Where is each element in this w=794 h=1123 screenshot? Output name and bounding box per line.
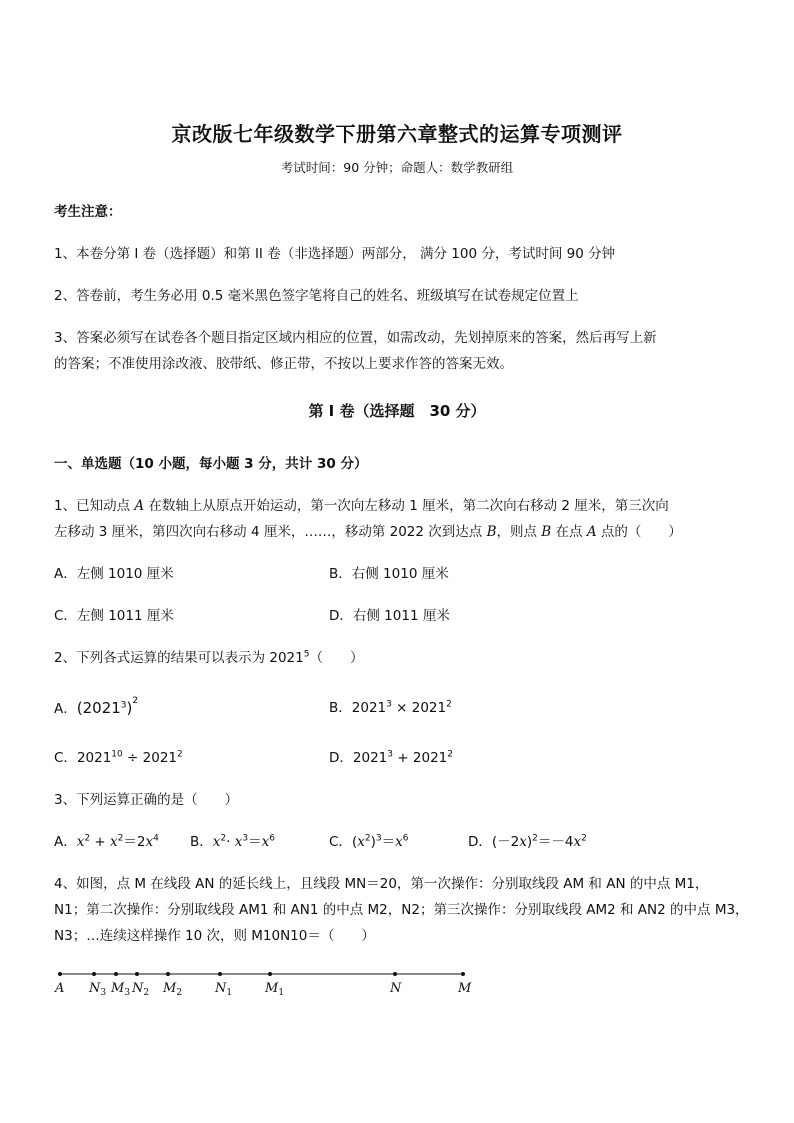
question-1-option-b[interactable]: B．右侧 1010 厘米 [329,566,449,582]
notice-item-1: 1、本卷分第 I 卷（选择题）和第 II 卷（非选择题）两部分， 满分 100 分，考试时间 90 分钟 [54,246,616,262]
point-m [461,972,465,976]
question-4-line-2: N1；第二次操作：分别取线段 AM1 和 AN1 的中点 M2，N2；第三次操作：分别取线段 AM2 和 AN2 的中点 M3， [54,902,749,918]
exam-info: 考试时间：90 分钟；命题人：数学教研组 [280,160,514,175]
notice-item-3-cont: 的答案；不准使用涂改液、胶带纸、修正带，不按以上要求作答的答案无效。 [54,356,513,372]
question-3-option-a[interactable]: A．$x^2 + x^2=2x^4$ [54,833,159,850]
question-2-stem: 2、下列各式运算的结果可以表示为 2021$^5$（ ） [54,649,364,666]
question-1-line-1: 1、已知动点 A 在数轴上从原点开始运动，第一次向左移动 1 厘米，第二次向右移动 2 厘米，第三次向 [54,498,669,514]
question-2-option-c[interactable]: C．$2021^{10} \div 2021^2$ [54,749,183,766]
label-n3: $N_3$ [89,981,107,998]
label-n2: $N_2$ [132,981,150,998]
notice-item-2: 2、答卷前，考生务必用 0.5 毫米黑色签字笔将自己的姓名、班级填写在试卷规定位置上 [54,288,579,304]
point-n [393,972,397,976]
part-heading: 一、单选题（10 小题，每小题 3 分，共计 30 分） [54,456,368,472]
label-m: M [458,981,472,996]
question-1-option-d[interactable]: D．右侧 1011 厘米 [329,608,450,624]
label-n1: $N_1$ [215,981,233,998]
point-m3 [114,972,118,976]
point-n1 [218,972,222,976]
point-m1 [268,972,272,976]
point-a [58,972,62,976]
question-4-line-1: 4、如图，点 M 在线段 AN 的延长线上，且线段 MN＝20，第一次操作：分别取线段 AM 和 AN 的中点 M1， [54,876,709,892]
question-3-option-b[interactable]: B．$x^2\cdot x^3=x^6$ [190,833,275,850]
point-n2 [135,972,139,976]
question-2-option-d[interactable]: D．$2021^3 + 2021^2$ [329,749,453,766]
label-m1: $M_1$ [265,981,285,998]
label-n: N [390,981,402,996]
question-4-line-3: N3；…连续这样操作 10 次，则 M10N10＝（ ） [54,928,375,944]
point-m2 [166,972,170,976]
point-n3 [92,972,96,976]
question-3-option-d[interactable]: D．$(-2x)^2=-4x^2$ [468,833,587,850]
question-1-line-2: 左移动 3 厘米，第四次向右移动 4 厘米，……，移动第 2022 次到达点 B，则点 B 在点 A 点的（ ） [54,524,682,540]
segment-figure [50,962,480,1002]
notice-heading: 考生注意： [54,204,122,220]
page-title: 京改版七年级数学下册第六章整式的运算专项测评 [171,122,623,146]
question-3-stem: 3、下列运算正确的是（ ） [54,792,239,808]
question-2-option-a[interactable]: A．$(2021^3)^2$ [54,696,139,717]
question-3-option-c[interactable]: C．$(x^2)^3=x^6$ [329,833,409,850]
section-title: 第 I 卷（选择题 30 分） [308,402,486,420]
notice-item-3: 3、答案必须写在试卷各个题目指定区域内相应的位置，如需改动，先划掉原来的答案，然后再写上新 [54,330,657,346]
label-m2: $M_2$ [163,981,183,998]
label-m3: $M_3$ [111,981,131,998]
label-a: A [55,981,65,996]
question-1-option-a[interactable]: A．左侧 1010 厘米 [54,566,174,582]
question-2-option-b[interactable]: B．$2021^3 \times 2021^2$ [329,699,452,716]
question-1-option-c[interactable]: C．左侧 1011 厘米 [54,608,174,624]
